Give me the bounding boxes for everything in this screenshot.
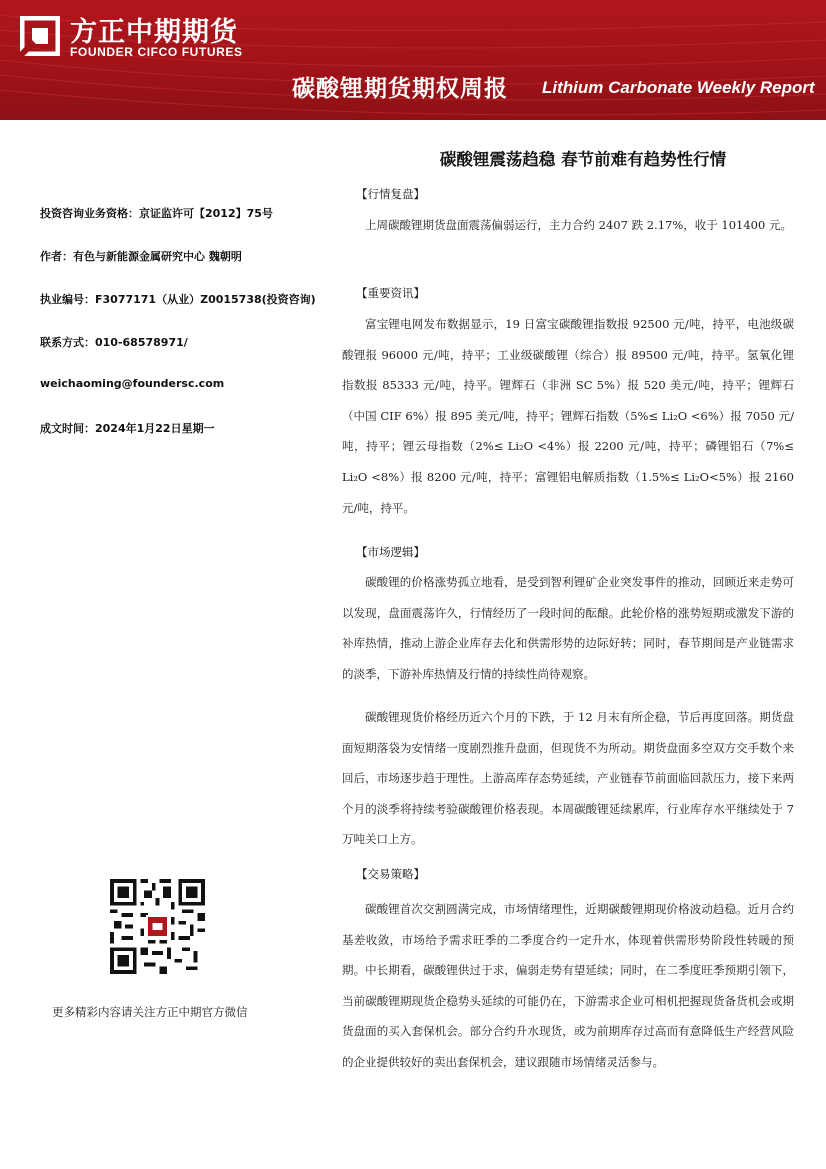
report-title-en: Lithium Carbonate Weekly Report [542, 78, 815, 97]
logic-paragraph-2: 碳酸锂现货价格经历近六个月的下跌，于 12 月末有所企稳，节后再度回落。期货盘面短期落袋为安情绪一度剧烈推升盘面，但现货不为所动。期货盘面多空双方交手数个来回后，市场逐步趋于理性。上游高库存态势延续，产业链春节前面临回款压力，接下来两个月的淡季将持续考验碳酸锂价格表现。本周碳酸锂延续累库，行业库存水平继续处于 7 万吨关口上方。 [342, 710, 794, 847]
article-headline: 碳酸锂震荡趋稳 春节前难有趋势性行情 [439, 150, 727, 169]
company-name-cn: 方正中期期货 [70, 17, 238, 48]
strategy-paragraph: 碳酸锂首次交割圆满完成，市场情绪理性，近期碳酸锂期现价格波动趋稳。近月合约基差收敛，市场给予需求旺季的二季度合约一定升水，体现着供需形势阶段性转暖的预期。中长期看，碳酸锂供过于求，偏弱走势有望延续；同时，在二季度旺季预期引领下，当前碳酸锂期现货企稳势头延续的可能仍在，下游需求企业可相机把握现货备货机会或期货盘面的买入套保机会。部分合约升水现货，或为前期库存过高而有意降低生产经营风险的企业提供较好的卖出套保机会，建议跟随市场情绪灵活参与。 [342, 902, 794, 1069]
author-info: 作者：有色与新能源金属研究中心 魏朝明 [40, 250, 242, 263]
contact-email: weichaoming@foundersc.com [40, 377, 225, 390]
company-logo-icon [20, 16, 60, 56]
report-title-cn: 碳酸锂期货期权周报 [292, 76, 508, 102]
logic-paragraph-1: 碳酸锂的价格涨势孤立地看，是受到智利锂矿企业突发事件的推动，回顾近来走势可以发现，盘面震荡许久，行情经历了一段时间的酝酿。此轮价格的涨势短期或激发下游的补库热情，推动上游企业库存去化和供需形势的边际好转；同时，春节期间是产业链需求的淡季，下游补库热情及行情的持续性尚待观察。 [342, 575, 794, 681]
cert-number: 执业编号：F3077171（从业）Z0015738(投资咨询) [40, 293, 316, 306]
qr-caption: 更多精彩内容请关注方正中期官方微信 [52, 1005, 248, 1019]
section-title-review: 【行情复盘】 [356, 187, 425, 201]
section-title-logic: 【市场逻辑】 [356, 545, 425, 559]
section-title-news: 【重要资讯】 [356, 286, 425, 300]
report-date: 成文时间：2024年1月22日星期一 [40, 422, 215, 435]
review-paragraph: 上周碳酸锂期货盘面震荡偏弱运行，主力合约 2407 跌 2.17%，收于 101400 元。 [365, 218, 792, 232]
contact-phone: 联系方式：010-68578971/ [40, 336, 188, 349]
header-banner [0, 0, 826, 120]
section-title-strategy: 【交易策略】 [356, 867, 425, 881]
wechat-qr-code-icon [110, 879, 205, 974]
license-info: 投资咨询业务资格：京证监许可【2012】75号 [40, 207, 273, 220]
company-name-en: FOUNDER CIFCO FUTURES [70, 45, 243, 59]
news-paragraph: 富宝锂电网发布数据显示，19 日富宝碳酸锂指数报 92500 元/吨，持平，电池级碳酸锂报 96000 元/吨，持平；工业级碳酸锂（综合）报 89500 元/吨，持平。氢氧化锂指数报 85333 元/吨，持平。锂辉石（非洲 SC 5%）报 520 美元/吨，持平；锂辉石（中国 CIF 6%）报 895 美元/吨，持平；锂辉石指数（5%≤ Li₂O <6%）报 7050 元/吨，持平；锂云母指数（2%≤ Li₂O <4%）报 2200 元/吨，持平；磷锂铝石（7%≤ Li₂O <8%）报 8200 元/吨，持平；富锂铝电解质指数（1.5%≤ Li₂O<5%）报 2160 元/吨，持平。 [342, 317, 794, 515]
